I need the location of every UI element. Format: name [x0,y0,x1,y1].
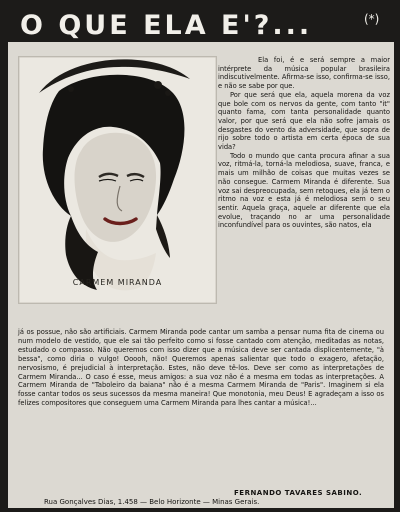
address-line: Rua Gonçalves Dias, 1.458 — Belo Horizonte — Minas Gerais. [44,498,260,506]
full-width-text [18,328,384,408]
article-title: O QUE ELA E'?... [20,10,313,41]
photo-caption: CARMEM MIRANDA [72,278,163,287]
title-footnote-mark: (*) [364,12,380,26]
author-signature: FERNANDO TAVARES SABINO. [234,489,363,497]
paragraph-2: Por que será que ela, aquela morena da voz que bole com os nervos da gente, com tanto "it" quanto fama, com tanta personalidade quanto valor, por que será que ela não sofre jamais os desgastes do vento da adversidade, que sopra de rijo sobre todo o artista em certa época de sua vida? [218,90,390,152]
paragraph-4: já os possue, não são artificiais. Carmem Miranda pode cantar um samba a pensar numa fita de cinema ou num modelo de vestido, que ele sai tão perfeito como si fosse cantado com atenção, meditadas as notas, estudado o compasso. Não queremos com isso dizer que a música deve ser cantada displicentemente, "à bessa", como diria o vulgo! Ooooh, não! Queremos apenas salientar que todo o exagero, afetação, nervosismo, é prejudicial à interpretação. Estes, não deve tê-los. Deve ser como as interpretações de Carmem Miranda... O caso é esse, meus amigos: a sua voz não é a mesma em todas as interpretações. A Carmem Miranda de "Taboleiro da baiana" não é a mesma Carmem Miranda de "Paris". Imaginem si ela fosse cantar todos os seus sucessos da mesma maneira! Que monotonia, meu Deus! E agradeçam a isso os felizes compositores que conseguem uma Carmem Miranda para lhes cantar a música!... [18,328,384,408]
paragraph-3: Todo o mundo que canta procura afinar a sua voz, ritmá-la, torná-la melodiosa, suave, franca, e mais um milhão de coisas que muitas vezes se não consegue. Carmem Miranda é diferente. Sua voz sai despreocupada, sem retoques, ela já tem o ritmo na voz e esta já é melodiosa sem o seu sentir. Aquela graça, aquele ar diferente que ela evolue, traçando no ar uma personalidade inconfundível para os ouvintes, são natos, ela [218,151,390,230]
paragraph-1: Ela foi, é e será sempre a maior intérprete da música popular brasileira indiscutivelmente. Afirma-se isso, confirma-se isso, e não se sabe por que. [218,56,390,91]
article-page [8,42,394,508]
portrait-photo [18,56,217,304]
right-column-text [218,56,390,230]
portrait-illustration [19,57,216,303]
